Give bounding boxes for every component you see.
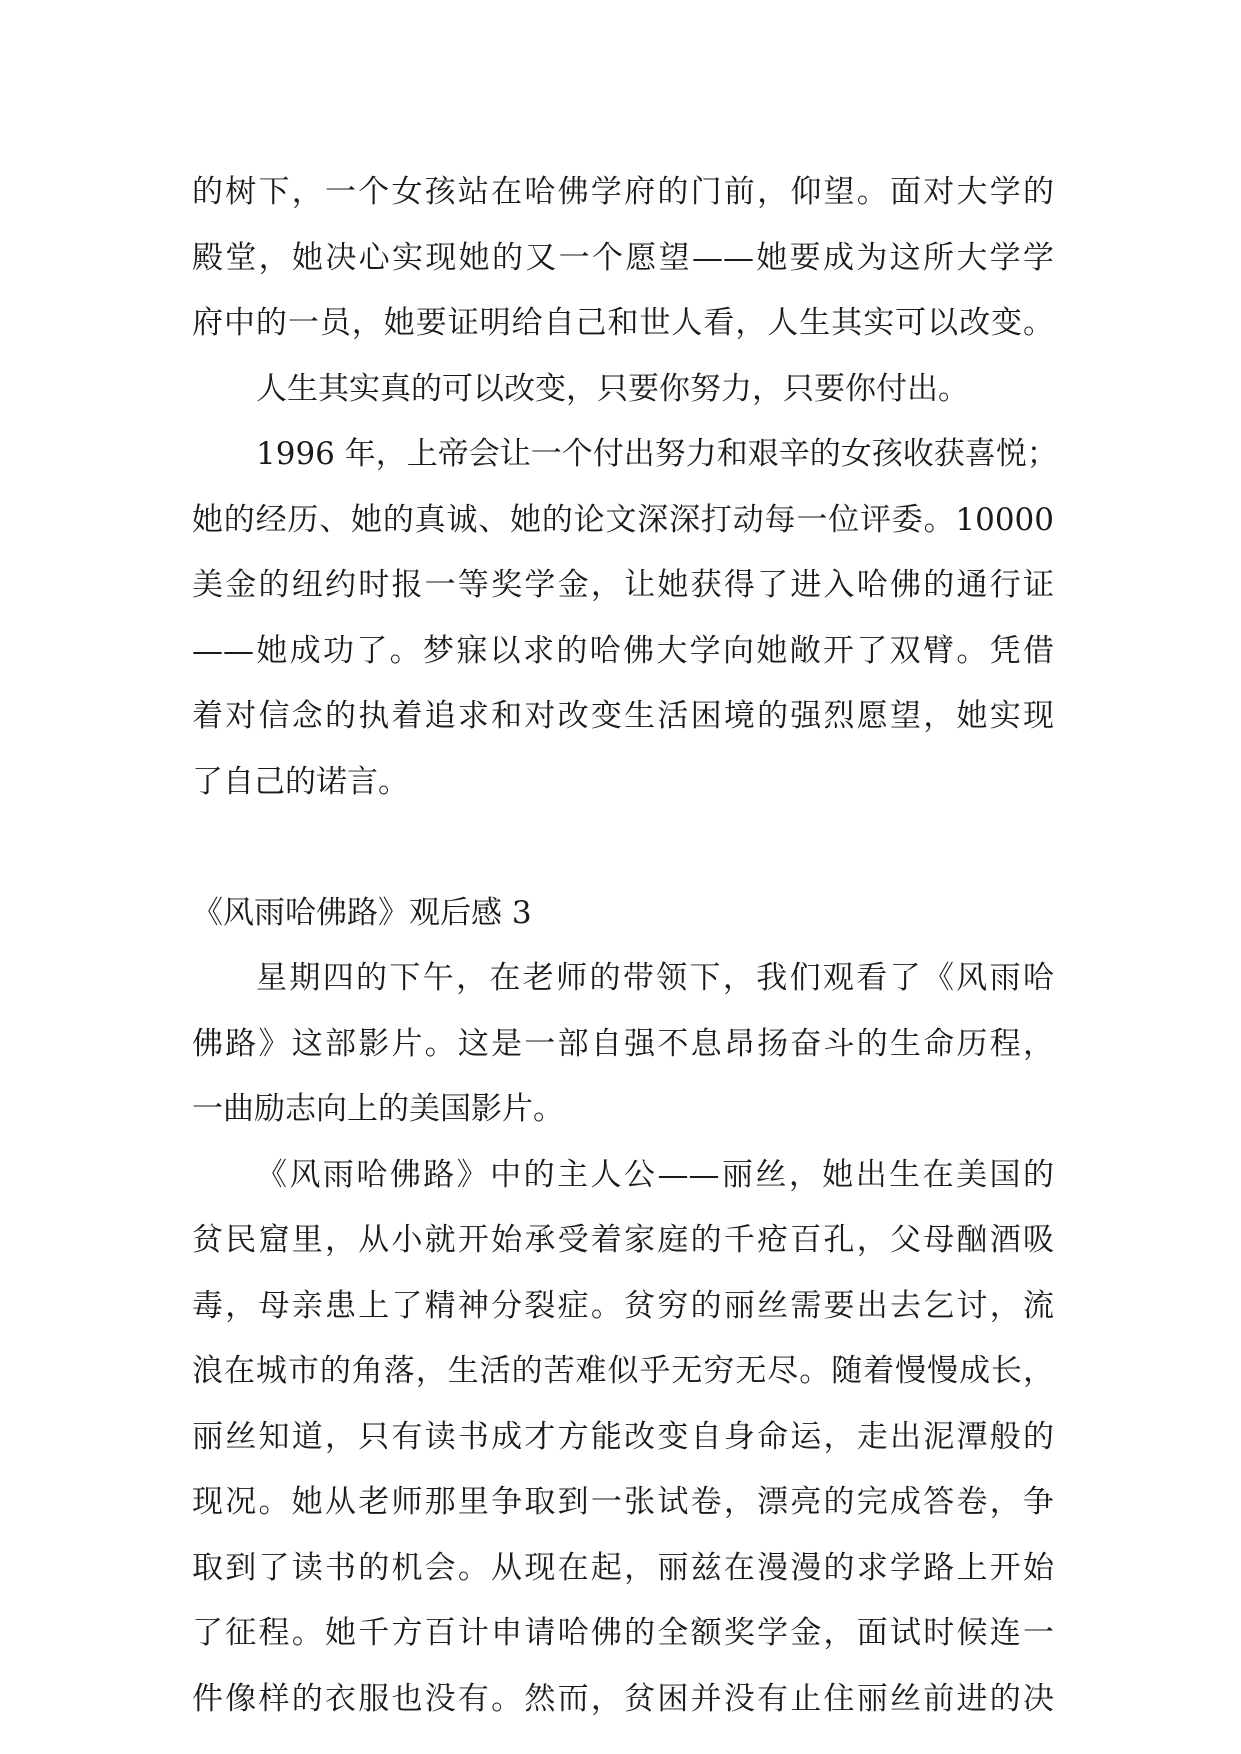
- text-line: 府中的一员，她要证明给自己和世人看，人生其实可以改变。: [192, 305, 1054, 341]
- text-line: 美金的纽约时报一等奖学金，让她获得了进入哈佛的通行证: [192, 567, 1054, 603]
- paragraph-1: [192, 160, 1054, 357]
- text-line: 取到了读书的机会。从现在起，丽兹在漫漫的求学路上开始: [192, 1549, 1054, 1586]
- text-line: 她的经历、她的真诚、她的论文深深打动每一位评委。10000: [192, 501, 1054, 538]
- text-line: 星期四的下午，在老师的带领下，我们观看了《风雨哈: [256, 960, 1054, 996]
- section-heading: 《风雨哈佛路》观后感 3: [192, 894, 532, 931]
- paragraph-3: [192, 422, 1058, 815]
- section-spacer: [192, 815, 1054, 881]
- paragraph-4: [192, 946, 1054, 1143]
- paragraph-2: [192, 357, 1054, 423]
- text-line: 的树下，一个女孩站在哈佛学府的门前，仰望。面对大学的: [192, 174, 1054, 210]
- text-line: 《风雨哈佛路》中的主人公——丽丝，她出生在美国的: [256, 1156, 1054, 1193]
- text-line: 了征程。她千方百计申请哈佛的全额奖学金，面试时候连一: [192, 1615, 1054, 1651]
- text-line: 贫民窟里，从小就开始承受着家庭的千疮百孔，父母酗酒吸: [192, 1222, 1054, 1258]
- text-line: 1996 年，上帝会让一个付出努力和艰辛的女孩收获喜悦；: [256, 436, 1058, 472]
- text-line: 人生其实真的可以改变，只要你努力，只要你付出。: [256, 370, 969, 407]
- text-line: 件像样的衣服也没有。然而，贫困并没有止住丽丝前进的决: [192, 1680, 1054, 1717]
- text-line: 着对信念的执着追求和对改变生活困境的强烈愿望，她实现: [192, 698, 1054, 734]
- text-line: 毒，母亲患上了精神分裂症。贫穷的丽丝需要出去乞讨，流: [192, 1287, 1054, 1324]
- text-line: 现况。她从老师那里争取到一张试卷，漂亮的完成答卷，争: [192, 1484, 1054, 1520]
- document-page: [192, 160, 1058, 1732]
- text-line: 一曲励志向上的美国影片。: [192, 1091, 564, 1127]
- text-line: ——她成功了。梦寐以求的哈佛大学向她敞开了双臂。凭借: [192, 632, 1054, 669]
- text-line: 殿堂，她决心实现她的又一个愿望——她要成为这所大学学: [192, 239, 1054, 276]
- text-line: 佛路》这部影片。这是一部自强不息昂扬奋斗的生命历程，: [192, 1025, 1054, 1062]
- paragraph-5: [192, 1143, 1054, 1733]
- text-line: 了自己的诺言。: [192, 763, 409, 800]
- text-line: 丽丝知道，只有读书成才方能改变自身命运，走出泥潭般的: [192, 1418, 1054, 1455]
- text-line: 浪在城市的角落，生活的苦难似乎无穷无尽。随着慢慢成长，: [192, 1353, 1054, 1389]
